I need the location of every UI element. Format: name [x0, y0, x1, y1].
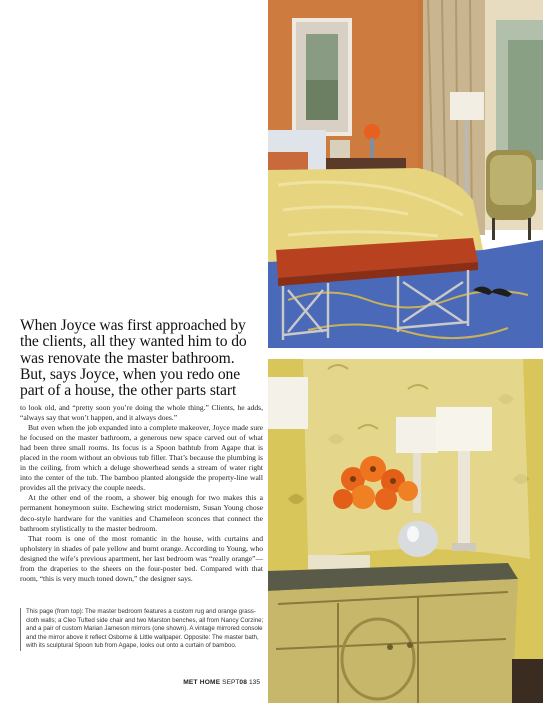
photo-master-bedroom: [268, 0, 543, 348]
lamp-shade-center: [396, 417, 438, 453]
text-column: [0, 0, 265, 703]
lead-line: part of a house, the other parts start: [20, 382, 237, 400]
body-paragraph: That room is one of the most romantic in the house, with curtains and upholstery in shades of pale yellow and burnt orange. According to Young, who designed the wife’s previous apartment, her last bedroom was “really orange”—from the draperies to the sheers on the four-poster bed. Compared with that room, “this is very much toned down,” the designer says.: [20, 533, 263, 583]
bedroom-illustration: [268, 0, 543, 348]
lamp-shade-left: [268, 377, 308, 429]
lead-line: But, says Joyce, when you redo one: [20, 365, 241, 383]
article-body: [20, 403, 263, 584]
body-paragraph: But even when the job expanded into a complete makeover, Joyce made sure he focused on the master bathroom, a generous new space carved out of what had been three small rooms. Its focus is a Spoon bathtub from Agape that is placed in the room without an obvious tub filler. That’s because the plumbing is in the ceiling, from which a deluge showerhead sends a stream of water right into the center of the tub. The bamboo planted alongside the property-line wall provides all the privacy the couple needs.: [20, 423, 263, 493]
body-paragraph: At the other end of the room, a shower big enough for two makes this a permanent honeymoon suite. Eschewing strict modernism, Susan Young chose deco-style hardware for the vanities and Chameleon sconces that connect the bathroom stylistically to the master bedroom.: [20, 493, 263, 533]
page-number: 135: [248, 679, 260, 686]
silver-vase: [398, 521, 438, 557]
lead-line: was renovate the master bathroom.: [20, 349, 235, 367]
floor-lamp-shade: [450, 92, 484, 120]
lead-line: When Joyce was first approached by: [20, 317, 246, 334]
console-knob: [407, 642, 413, 648]
photo-mirrored-console: [268, 359, 543, 703]
issue-prefix: SEPT: [222, 679, 240, 686]
body-paragraph: to look old, and “pretty soon you’re doing the whole thing.” Clients, he adds, “always say that won’t happen, and it always does.”: [20, 403, 263, 423]
magazine-name: MET HOME: [183, 679, 221, 686]
issue-year: 08: [239, 679, 248, 686]
console-knob: [387, 644, 393, 650]
lamp-base: [458, 451, 470, 546]
orange-flowers: [364, 124, 380, 140]
decorative-box: [308, 555, 370, 569]
console-illustration: [268, 359, 543, 703]
lead-line: the clients, all they wanted him to do: [20, 333, 247, 351]
photo-caption: This page (from top): The master bedroom features a custom rug and orange grass-cloth walls; a Cleo Tufted side chair and two Marston benches, all from Nancy Corzine; and a pair of custom Marian Jameson mirrors (one shown). A vintage mirrored console and the mirror above it reflect Osborne & Little wallpaper. Opposite: The master bath, with its sculptural Spoon tub from Agape, looks out onto a curtain of bamboo.: [20, 608, 264, 651]
page-folio: [182, 679, 260, 686]
lamp-shade-right: [436, 407, 492, 451]
lead-paragraph: [20, 318, 263, 399]
